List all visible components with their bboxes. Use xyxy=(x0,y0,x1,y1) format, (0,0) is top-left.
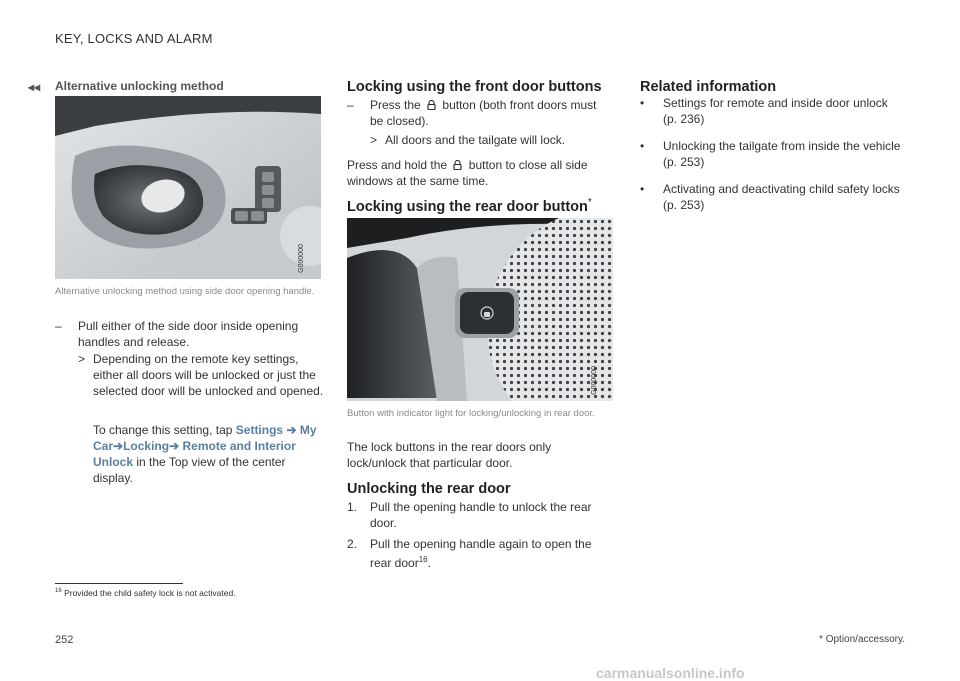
alternative-unlocking-heading: Alternative unlocking method xyxy=(55,79,224,93)
step-end: . xyxy=(427,556,431,570)
related-information-heading: Related information xyxy=(640,79,777,95)
rear-button-caption: Button with indicator light for locking/unlocking in rear door. xyxy=(347,408,595,419)
unlocking-rear-door-heading: Unlocking the rear door xyxy=(347,481,511,497)
related-link-page[interactable]: (p. 253) xyxy=(663,155,705,169)
hold-post: button to close all side windows at the same time. xyxy=(347,158,588,188)
arrow-right-icon: ➔ xyxy=(286,423,297,437)
rear-door-locking-heading xyxy=(347,197,592,215)
related-link-text[interactable]: Settings for remote and inside door unlock xyxy=(663,96,888,110)
lock-icon xyxy=(453,160,462,170)
rear-unlock-step-1 xyxy=(347,499,609,531)
front-door-locking-heading: Locking using the front door buttons xyxy=(347,79,602,95)
step-dash: – xyxy=(55,319,62,333)
front-step-dash: – xyxy=(347,98,354,112)
figure-code: G000000 xyxy=(298,244,305,273)
front-step-post: button (both front doors must be closed). xyxy=(370,98,597,128)
hold-button-text xyxy=(347,157,615,189)
related-link-text[interactable]: Activating and deactivating child safety locks xyxy=(663,182,900,196)
result-mark: > xyxy=(78,352,86,366)
option-star: * xyxy=(587,197,592,208)
list-item[interactable] xyxy=(640,138,910,170)
list-item[interactable] xyxy=(640,95,910,127)
bullet: • xyxy=(640,96,645,110)
front-result-mark: > xyxy=(370,133,378,147)
rear-button-body: The lock buttons in the rear doors only lock/unlock that particular door. xyxy=(347,440,552,470)
bullet: • xyxy=(640,139,645,153)
front-result-text: All doors and the tailgate will lock. xyxy=(385,133,566,147)
change-suffix: in the Top view of the center display. xyxy=(93,455,286,485)
settings-path-3: Locking xyxy=(123,439,170,453)
hold-pre: Press and hold the xyxy=(347,158,448,172)
change-setting-text xyxy=(93,422,325,486)
footnote-divider xyxy=(55,583,183,584)
result-text: Depending on the remote key settings, either all doors will be unlocked or just the selected door will be unlocked and opened. xyxy=(93,352,324,398)
step-text: Pull either of the side door inside opening handles and release. xyxy=(78,319,299,349)
arrow-right-icon: ➔ xyxy=(113,439,124,453)
front-result xyxy=(370,132,610,148)
rear-door-button-illustration xyxy=(347,218,613,401)
footnote-ref[interactable]: 16 xyxy=(418,555,428,564)
list-item[interactable] xyxy=(640,181,910,213)
lock-icon xyxy=(427,100,436,110)
option-accessory-note: * Option/accessory. xyxy=(819,634,905,645)
step-text: Pull the opening handle to unlock the rear door. xyxy=(370,500,592,530)
rear-door-button-figure xyxy=(347,218,613,401)
front-step-pre: Press the xyxy=(370,98,421,112)
chapter-header: KEY, LOCKS AND ALARM xyxy=(55,31,213,46)
rear-heading-text: Locking using the rear door button xyxy=(347,198,588,215)
figure-code: G000000 xyxy=(591,366,598,395)
footnote-number: 16 xyxy=(55,588,62,595)
related-link-page[interactable]: (p. 253) xyxy=(663,198,705,212)
settings-path-2: My Car xyxy=(93,423,317,453)
page-number: 252 xyxy=(55,634,74,646)
step-number: 2. xyxy=(347,537,358,551)
related-info-list xyxy=(640,95,910,213)
bullet: • xyxy=(640,182,645,196)
watermark: carmanualsonline.info xyxy=(596,665,745,681)
related-link-page[interactable]: (p. 236) xyxy=(663,112,705,126)
front-step xyxy=(347,97,612,129)
settings-path-1: Settings xyxy=(235,423,284,437)
change-prefix: To change this setting, tap xyxy=(93,423,236,437)
arrow-right-icon: ➔ xyxy=(169,439,180,453)
continued-mark: ◂◂ xyxy=(28,80,41,94)
door-handle-illustration xyxy=(55,96,321,279)
rear-unlock-step-2 xyxy=(347,536,609,571)
footnote-text: Provided the child safety lock is not activated. xyxy=(64,588,236,598)
settings-path-4: Remote and Interior Unlock xyxy=(93,439,296,469)
door-handle-caption: Alternative unlocking method using side door opening handle. xyxy=(55,286,315,297)
step-result xyxy=(78,351,326,399)
door-handle-figure xyxy=(55,96,321,279)
step-number: 1. xyxy=(347,500,358,514)
step-pull-handle xyxy=(55,318,325,350)
related-link-text[interactable]: Unlocking the tailgate from inside the vehicle xyxy=(663,139,901,153)
footnote xyxy=(55,588,236,598)
step-text: Pull the opening handle again to open the rear door xyxy=(370,537,592,570)
